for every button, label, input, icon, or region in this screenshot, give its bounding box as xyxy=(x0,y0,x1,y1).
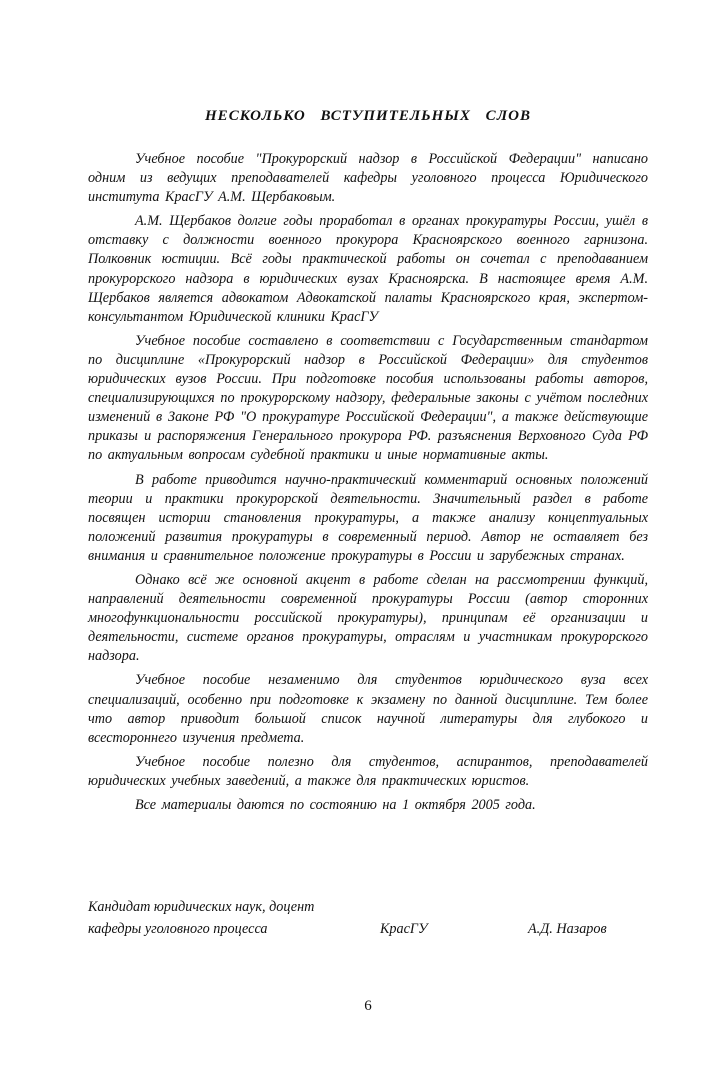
paragraph-1: Учебное пособие "Прокурорский надзор в Российской Федерации" написано одним из ведущих преподавателей кафедры уголовного процесса Юридического института КрасГУ А.М. Щербаковым. xyxy=(88,151,648,206)
paragraph-6: Учебное пособие незаменимо для студентов юридического вуза всех специализаций, особенно при подготовке к экзамену по данной дисциплине. Тем более что автор приводит большой список научной литературы для глубокого и всестороннего изучения предмета. xyxy=(88,672,648,746)
signature-department: кафедры уголовного процесса xyxy=(88,921,268,937)
signature-organization: КрасГУ xyxy=(380,921,428,937)
document-page xyxy=(88,0,648,1080)
signature-degree: Кандидат юридических наук, доцент xyxy=(88,899,315,915)
signature-title-line xyxy=(88,896,648,918)
paragraph-5: Однако всё же основной акцент в работе сделан на рассмотрении функций, направлений деятельности современной прокуратуры России (автор сторонних многофункциональности российской прокуратуры), принципам её организации и деятельности, системе органов прокуратуры, отраслям и участникам прокурорского надзора. xyxy=(88,571,648,665)
signature-block xyxy=(88,896,648,940)
page-number: 6 xyxy=(364,998,372,1014)
paragraph-7: Учебное пособие полезно для студентов, аспирантов, преподавателей юридических учебных заведений, а также для практических юристов. xyxy=(88,753,648,789)
paragraph-4: В работе приводится научно-практический комментарий основных положений теории и практики прокурорской деятельности. Значительный раздел в работе посвящен истории становления прокуратуры, а также анализу концептуальных положений развития прокуратуры в современный период. Автор не оставляет без внимания и сравнительное положение прокуратуры в России и зарубежных странах. xyxy=(88,471,648,564)
page-title: НЕСКОЛЬКО ВСТУПИТЕЛЬНЫХ СЛОВ xyxy=(205,108,531,124)
paragraph-8: Все материалы даются по состоянию на 1 октября 2005 года. xyxy=(135,797,536,813)
paragraph-2: А.М. Щербаков долгие годы проработал в органах прокуратуры России, ушёл в отставку с должности военного прокурора Красноярского военного гарнизона. Полковник юстиции. Всё годы практической работы он сочетал с преподаванием прокурорского надзора в юридических вузах Красноярска. В настоящее время А.М. Щербаков является адвокатом Адвокатской палаты Красноярского края, экспертом-консультантом Юридической клиники КрасГУ xyxy=(88,213,648,325)
paragraph-3: Учебное пособие составлено в соответствии с Государственным стандартом по дисциплине «Прокурорский надзор в Российской Федерации» для студентов юридических вузов России. При подготовке пособия использованы работы авторов, специализирующихся по прокурорскому надзору, федеральные законы с учётом последних изменений в Законе РФ "О прокуратуре Российской Федерации", а также действующие приказы и распоряжения Генерального прокурора РФ. разъяснения Верховного Суда РФ по актуальным вопросам судебной практики и иные нормативные акты. xyxy=(88,332,648,464)
signature-name: А.Д. Назаров xyxy=(528,921,607,937)
body-text xyxy=(88,150,648,820)
signature-department-line xyxy=(88,918,648,940)
